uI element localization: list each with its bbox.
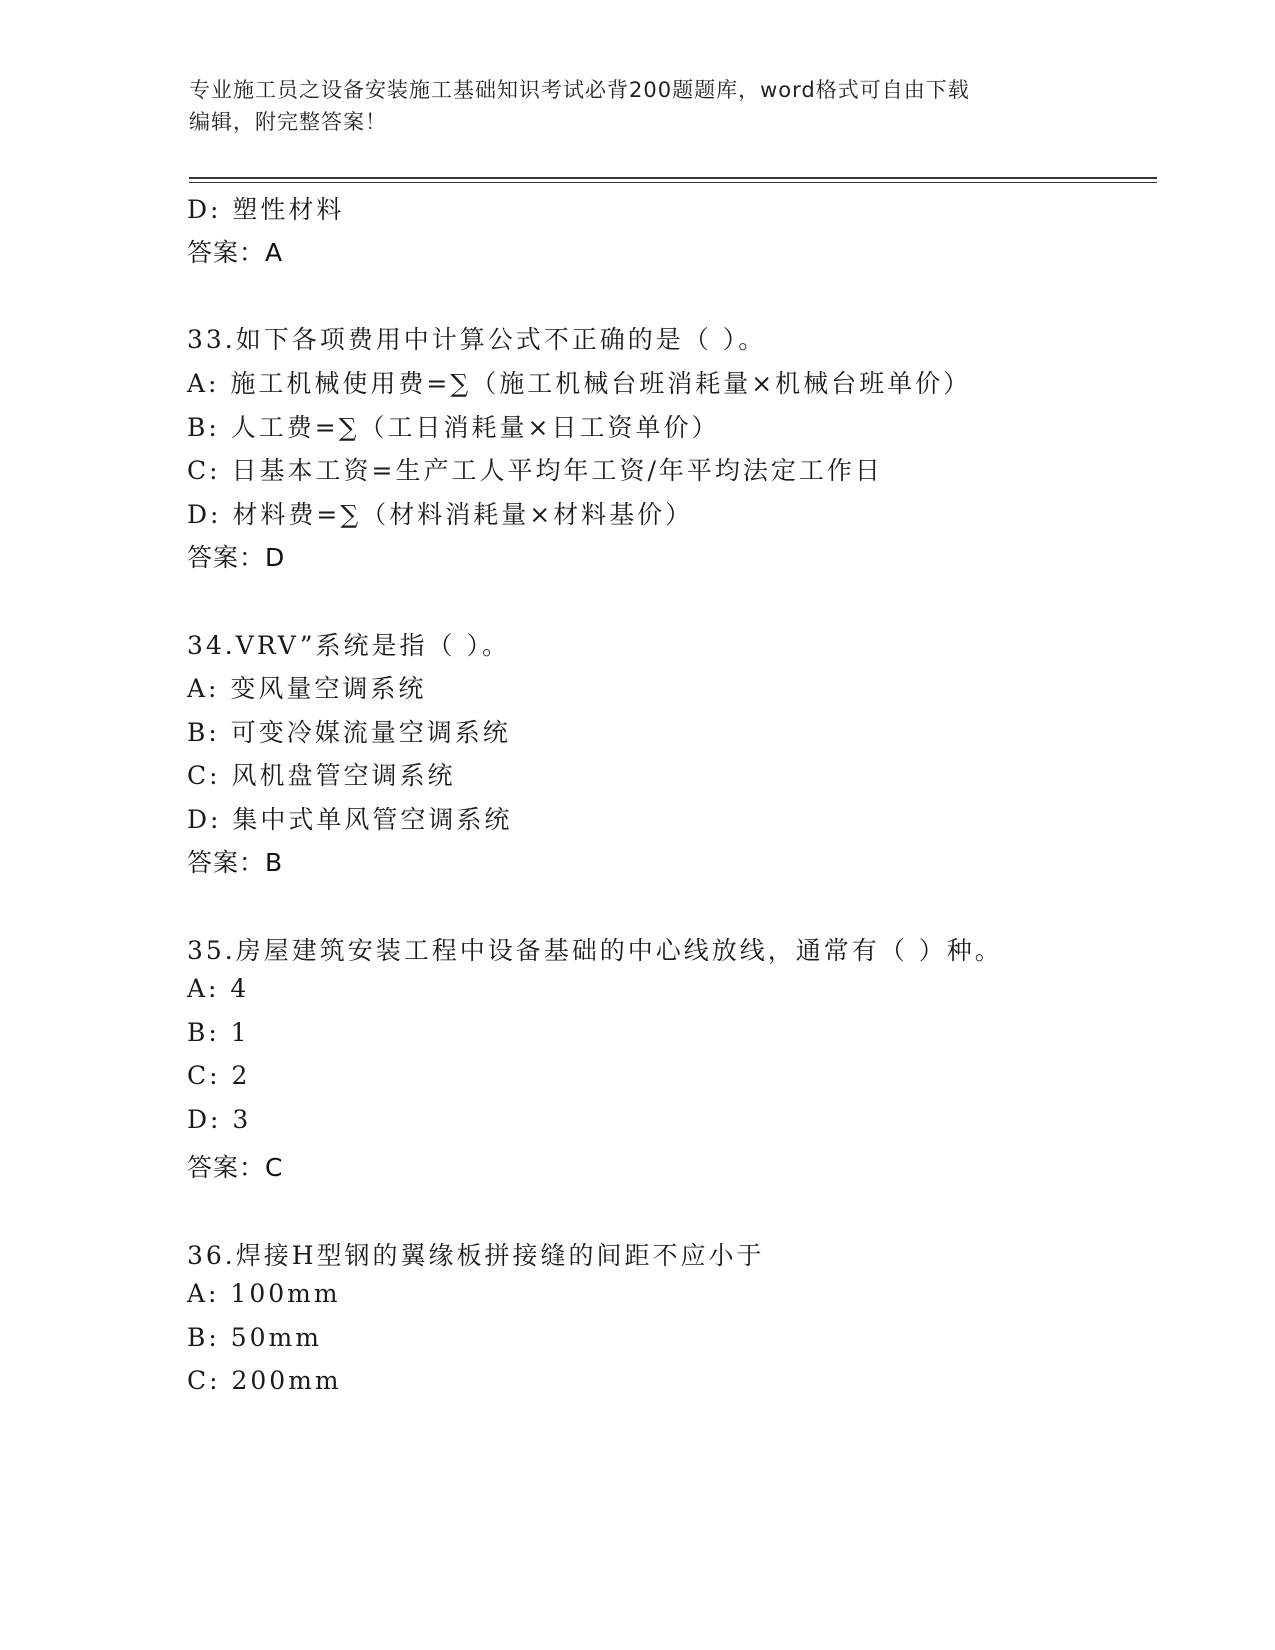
header-title-line-2: 编辑，附完整答案！ (189, 110, 387, 134)
header-title-line-1: 专业施工员之设备安装施工基础知识考试必背200题题库，word格式可自由下载 (189, 78, 970, 102)
q36-option-a: A: 100mm (187, 1279, 341, 1308)
q32-option-d: D: 塑性材料 (187, 195, 345, 224)
q35-answer: 答案：C (187, 1153, 284, 1182)
q34-answer: 答案：B (187, 848, 284, 877)
q35-option-a: A: 4 (187, 974, 250, 1003)
q34-stem: 34.VRV”系统是指（ ）。 (187, 631, 510, 660)
q33-option-b: B: 人工费=∑（工日消耗量×日工资单价） (187, 413, 720, 442)
q34-option-d: D: 集中式单风管空调系统 (187, 805, 513, 834)
q35-stem: 35.房屋建筑安装工程中设备基础的中心线放线，通常有（ ）种。 (187, 936, 1003, 965)
q36-option-b: B: 50mm (187, 1323, 322, 1352)
document-header (189, 74, 1069, 138)
q33-stem: 33.如下各项费用中计算公式不正确的是（ ）。 (187, 325, 767, 354)
q35-option-b: B: 1 (187, 1018, 250, 1047)
q33-option-a: A: 施工机械使用费=∑（施工机械台班消耗量×机械台班单价） (187, 369, 972, 398)
q35-option-c: C: 2 (187, 1061, 251, 1090)
q33-option-d: D: 材料费=∑（材料消耗量×材料基价） (187, 500, 694, 529)
q32-answer: 答案：A (187, 238, 284, 267)
q35-option-d: D: 3 (187, 1105, 252, 1134)
q34-option-a: A: 变风量空调系统 (187, 674, 427, 703)
q36-stem: 36.焊接H型钢的翼缘板拼接缝的间距不应小于 (187, 1241, 765, 1270)
q34-option-b: B: 可变冷媒流量空调系统 (187, 718, 511, 747)
header-divider-thin (189, 182, 1157, 183)
q33-answer: 答案：D (187, 543, 286, 572)
q33-option-c: C: 日基本工资=生产工人平均年工资/年平均法定工作日 (187, 456, 883, 485)
header-divider-thick (189, 177, 1157, 179)
q36-option-c: C: 200mm (187, 1366, 342, 1395)
q34-option-c: C: 风机盘管空调系统 (187, 761, 456, 790)
